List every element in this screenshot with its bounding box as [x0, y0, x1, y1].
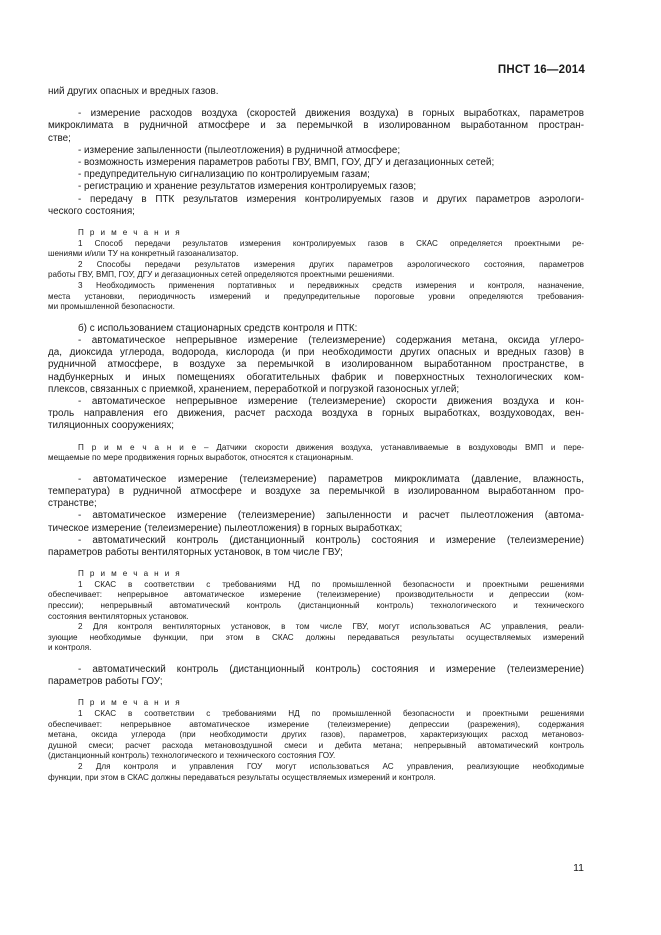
paragraph-block	[48, 86, 584, 98]
text-line: - предупредительную сигнализацию по контролируемым газам;	[78, 169, 370, 181]
text-line: ний других опасных и вредных газов.	[48, 86, 219, 97]
paragraph-block	[48, 108, 584, 218]
note-block	[48, 228, 584, 313]
text-line: П р и м е ч а н и е – Датчики скорости движения воздуха, устанавливаемые в воздуховоды ВМП и пере-	[78, 442, 584, 452]
text-line: ми промышленной безопасности.	[48, 302, 175, 312]
text-line: - автоматическое измерение (телеизмерение) параметров микроклимата (давление, влажность,	[78, 473, 584, 485]
document-body	[48, 86, 584, 783]
text-line: метана, оксида углерода (при необходимости других газов), параметров, характеризующих расход метановоз-	[48, 730, 584, 740]
text-line: 1 СКАС в соответствии с требованиями НД по промышленной безопасности и проектными решениями	[78, 579, 584, 589]
text-line: - передачу в ПТК результатов измерения контролируемых газов и других параметров аэрологи-	[78, 193, 584, 205]
paragraph-block	[48, 664, 584, 688]
text-line: да, диоксида углерода, водорода, кислорода (и при необходимости других опасных и вредных газов) в	[48, 347, 584, 359]
text-line: прессии); непрерывный автоматический контроль (дистанционный контроль) технологического и технического	[48, 601, 584, 610]
text-line: - автоматическое непрерывное измерение (телеизмерение) содержания метана, оксида углеро-	[78, 334, 584, 346]
text-line: мещаемые по мере продвижения горных выработок, относятся к стационарным.	[48, 453, 354, 463]
text-line: 2 Способы передачи результатов измерения других параметров аэрологического состояния, параметров	[78, 259, 584, 269]
text-line: параметров работы ГОУ;	[48, 676, 163, 688]
text-line: - возможность измерения параметров работы ГВУ, ВМП, ГОУ, ДГУ и дегазационных сетей;	[78, 157, 495, 169]
text-line: рудничной атмосфере, в воздухе за перемычкой в изолированном выработанном пространстве, в	[48, 359, 584, 371]
text-line: тическое измерение (телеизмерение) пылеотложения) в горных выработках;	[48, 522, 403, 534]
text-line: стве;	[48, 132, 71, 144]
text-line: и контроля.	[48, 643, 92, 653]
text-line: зующие необходимые функции, при этом в СКАС должны передаваться результаты осуществляемых измерений	[48, 632, 584, 642]
text-line: - автоматический контроль (дистанционный контроль) состояния и измерение (телеизмерение)	[78, 663, 584, 675]
text-line: П р и м е ч а н и я	[78, 698, 182, 708]
text-line: (дистанционный контроль) технологического и технического состояния ГОУ.	[48, 751, 336, 761]
text-line: тиляционных сооружениях;	[48, 420, 175, 432]
document-code: ПНСТ 16—2014	[497, 64, 585, 76]
text-line: странстве;	[48, 498, 97, 510]
text-line: параметров работы вентиляторных установок, в том числе ГВУ;	[48, 547, 343, 559]
text-line: шениями и/или ТУ на конкретный газоанализатор.	[48, 249, 239, 259]
text-line: 3 Необходимость применения портативных и передвижных средств измерения и контроля, назначение,	[78, 281, 584, 290]
text-line: - регистрацию и хранение результатов измерения контролируемых газов;	[78, 181, 417, 193]
text-line: - автоматическое непрерывное измерение (телеизмерение) скорости движения воздуха и кон-	[78, 396, 584, 407]
text-line: б) с использованием стационарных средств контроля и ПТК:	[78, 322, 358, 334]
text-line: - автоматический контроль (дистанционный контроль) состояния и измерение (телеизмерение)	[78, 534, 584, 546]
text-line: 2 Для контроля вентиляторных установок, в том числе ГВУ, могут использоваться АС управления, реали-	[78, 622, 584, 632]
text-line: обеспечивает: непрерывное автоматическое измерение (телеизмерение) депрессии (разрежения), содержания	[48, 719, 584, 729]
text-line: 1 СКАС в соответствии с требованиями НД по промышленной безопасности и проектными решениями	[78, 708, 584, 718]
text-line: состояния вентиляторных установок.	[48, 611, 189, 621]
text-line: надбункерных и иных помещениях обогатительных фабрик и поверхностных технологических ком-	[48, 371, 584, 383]
text-line: ческого состояния;	[48, 205, 135, 217]
text-line: - автоматическое измерение (телеизмерение) запыленности и расчет пылеотложения (автома-	[78, 510, 584, 522]
note-block	[48, 698, 584, 783]
text-line: - измерение запыленности (пылеотложения) в рудничной атмосфере;	[78, 144, 401, 156]
text-line: функции, при этом в СКАС должны передаваться результаты осуществляемых измерений и контроля.	[48, 772, 436, 782]
text-line: работы ГВУ, ВМП, ГОУ, ДГУ и дегазационных сетей определяются проектными решениями.	[48, 270, 395, 280]
text-line: 2 Для контроля и управления ГОУ могут использоваться АС управления, реализующие необходимые	[78, 761, 584, 771]
page-number: 11	[573, 862, 584, 874]
text-line: душной смеси; расчет расхода метановоздушной смеси и дебита метана; непрерывный автоматический контроль	[48, 740, 584, 750]
text-line: температура) в рудничной атмосфере и воздухе за перемычкой в изолированном выработанном про-	[48, 486, 584, 497]
text-line: обеспечивает: непрерывное автоматическое измерение (телеизмерение) производительности и депрессии (ком-	[48, 590, 584, 600]
text-line: троль направления его движения, расчет расхода воздуха в горных выработках, воздуховодах, вен-	[48, 408, 584, 420]
text-line: микроклимата в рудничной атмосфере и за перемычкой в изолированном выработанном простран-	[48, 120, 584, 132]
text-line: П р и м е ч а н и я	[78, 228, 182, 238]
text-line: П р и м е ч а н и я	[78, 569, 182, 579]
text-line: плексов, связанных с приемкой, хранением, переработкой и погрузкой газоносных углей;	[48, 383, 460, 395]
note-block	[48, 569, 584, 654]
text-line: - измерение расходов воздуха (скоростей движения воздуха) в горных выработках, параметров	[78, 108, 584, 120]
paragraph-block	[48, 474, 584, 559]
note-block	[48, 443, 584, 464]
text-line: места установки, периодичность измерений и предупредительные пороговые уровни определяются требования-	[48, 291, 584, 301]
paragraph-block	[48, 323, 584, 433]
text-line: 1 Способ передачи результатов измерения контролируемых газов в СКАС определяется проектными ре-	[78, 238, 584, 248]
